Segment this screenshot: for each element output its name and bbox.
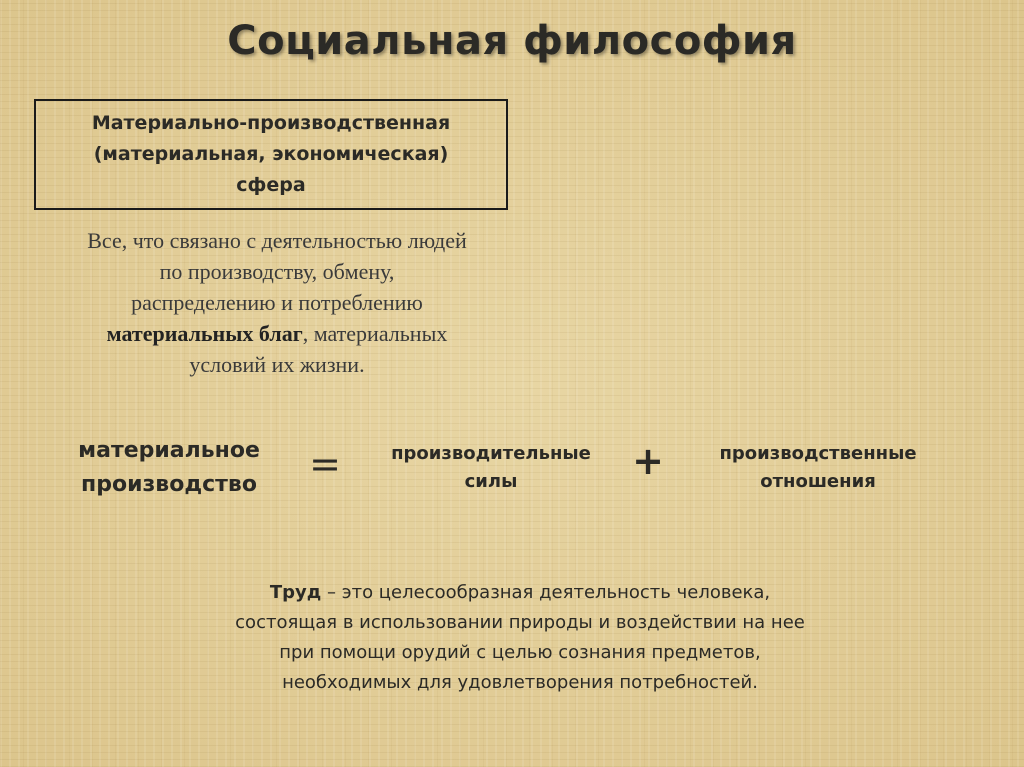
definition-line-1: Все, что связано с деятельностью людей: [87, 228, 467, 253]
definition-line-3: распределению и потреблению: [131, 290, 423, 315]
formula-middle-line-2: силы: [464, 471, 518, 492]
definition-line-4: [40, 318, 514, 349]
formula-right-line-2: отношения: [760, 471, 876, 492]
formula-middle-line-1: производительные: [391, 443, 591, 464]
plus-sign: +: [632, 439, 664, 483]
labor-line-2: состоящая в использовании природы и воздействии на нее: [235, 612, 805, 633]
labor-line-4: необходимых для удовлетворения потребностей.: [282, 672, 758, 693]
sphere-heading-line-2: (материальная, экономическая): [93, 143, 449, 165]
sphere-heading-line-1: Материально-производственная: [91, 112, 451, 134]
definition-emphasis: материальных благ: [106, 321, 303, 346]
formula-left-line-1: материальное: [78, 438, 260, 463]
labor-line-3: при помощи орудий с целью сознания предметов,: [279, 642, 761, 663]
labor-term: Труд: [269, 582, 322, 603]
formula-left-line-2: производство: [81, 472, 257, 497]
definition-line-4-rest: , материальных: [302, 321, 448, 346]
sphere-heading-line-3: сфера: [236, 174, 306, 196]
slide-title: Социальная философия: [227, 18, 797, 64]
formula-middle-term: [372, 440, 610, 496]
formula-right-line-1: производственные: [719, 443, 917, 464]
sphere-definition: [40, 225, 514, 380]
equals-sign: =: [309, 442, 341, 486]
definition-line-5: условий их жизни.: [189, 352, 365, 377]
labor-line-1: [150, 578, 890, 608]
definition-line-2: по производству, обмену,: [159, 259, 395, 284]
formula-right-term: [700, 440, 936, 496]
formula-left-term: [56, 434, 282, 502]
labor-line-1-rest: – это целесообразная деятельность человека,: [321, 582, 771, 603]
labor-definition: [150, 578, 890, 698]
sphere-heading-box: [34, 99, 508, 210]
